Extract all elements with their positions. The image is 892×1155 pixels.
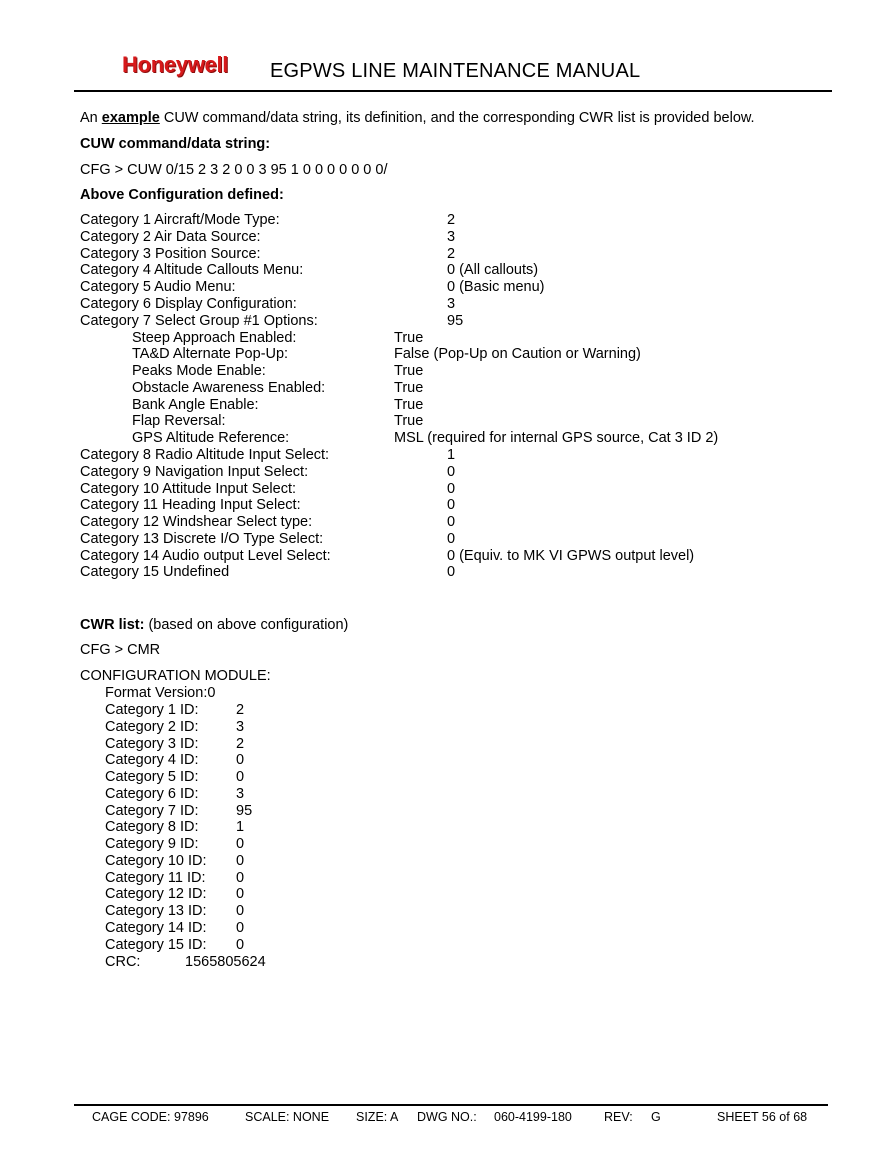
id-row xyxy=(105,702,860,719)
option-row-label: Bank Angle Enable: xyxy=(132,396,259,413)
id-row xyxy=(105,920,860,937)
option-row-label: Peaks Mode Enable: xyxy=(132,363,266,379)
category-row xyxy=(80,212,860,229)
id-row-value: 0 xyxy=(236,903,245,919)
cage-code: CAGE CODE: 97896 xyxy=(92,1110,209,1124)
category-row-value: 0 (Equiv. to MK VI GPWS output level) xyxy=(447,547,695,564)
id-row xyxy=(105,886,860,903)
category-row-label: Category 14 Audio output Level Select: xyxy=(80,547,331,564)
id-row-value: 3 xyxy=(236,718,245,735)
category-row-value: 0 (Basic menu) xyxy=(447,279,545,295)
format-version: Format Version:0 xyxy=(105,685,216,701)
category-row-value: 2 xyxy=(447,245,456,262)
id-row xyxy=(105,719,860,736)
category-row-value: 0 xyxy=(447,564,456,581)
id-row-label: Category 3 ID: xyxy=(105,735,199,752)
option-row-value: True xyxy=(394,379,424,396)
id-row-value: 0 xyxy=(236,936,245,953)
category-row-label: Category 15 Undefined xyxy=(80,564,230,581)
id-row-value: 3 xyxy=(236,785,245,802)
id-row-value: 0 xyxy=(236,886,245,903)
category-row-value: 1 xyxy=(447,447,456,463)
scale: SCALE: NONE xyxy=(245,1110,330,1124)
id-row-label: Category 2 ID: xyxy=(105,718,199,735)
crc-value: 1565805624 xyxy=(185,954,266,970)
category-row xyxy=(80,481,860,498)
category-row-value: 0 (All callouts) xyxy=(447,262,539,279)
category-row-label: Category 10 Attitude Input Select: xyxy=(80,480,297,497)
category-row xyxy=(80,296,860,313)
category-row xyxy=(80,531,860,548)
option-row xyxy=(132,430,860,447)
category-row-label: Category 4 Altitude Callouts Menu: xyxy=(80,262,304,279)
page-header xyxy=(74,48,832,92)
category-row-value: 95 xyxy=(447,312,464,329)
intro-paragraph xyxy=(80,110,755,126)
category-row-label: Category 9 Navigation Input Select: xyxy=(80,463,309,480)
honeywell-logo: Honeywell xyxy=(122,52,229,77)
option-row xyxy=(132,330,860,347)
id-row-label: Category 6 ID: xyxy=(105,785,199,802)
cwr-heading-label: CWR list: xyxy=(80,617,145,633)
id-row xyxy=(105,803,860,820)
option-row xyxy=(132,397,860,414)
id-row-label: Category 15 ID: xyxy=(105,936,207,953)
intro-text-end: CUW command/data string, its definition, and the corresponding CWR list is provided below. xyxy=(159,110,755,126)
id-row-value: 1 xyxy=(236,819,245,836)
id-row xyxy=(105,786,860,803)
id-row xyxy=(105,736,860,753)
id-row-label: Category 5 ID: xyxy=(105,769,199,785)
id-row-value: 2 xyxy=(236,735,245,752)
id-row-label: Category 4 ID: xyxy=(105,752,199,769)
id-row-value: 0 xyxy=(236,752,245,769)
config-heading: Above Configuration defined: xyxy=(80,187,284,203)
option-row-value: True xyxy=(394,413,424,430)
category-row-label: Category 5 Audio Menu: xyxy=(80,279,236,295)
id-row-value: 0 xyxy=(236,869,245,886)
option-row-label: Steep Approach Enabled: xyxy=(132,329,297,346)
category-row xyxy=(80,279,860,296)
category-row xyxy=(80,497,860,514)
cmr-command: CFG > CMR xyxy=(80,642,161,658)
option-row-label: GPS Altitude Reference: xyxy=(132,430,290,446)
id-row xyxy=(105,937,860,954)
cuw-command: CFG > CUW 0/15 2 3 2 0 0 3 95 1 0 0 0 0 0 0 0/ xyxy=(80,162,388,178)
id-row-label: Category 14 ID: xyxy=(105,919,207,936)
id-row-label: Category 11 ID: xyxy=(105,869,206,886)
cuw-heading: CUW command/data string: xyxy=(80,136,271,152)
category-row xyxy=(80,229,860,246)
id-row xyxy=(105,836,860,853)
size: SIZE: A xyxy=(356,1110,399,1124)
option-row-label: TA&D Alternate Pop-Up: xyxy=(132,346,289,363)
id-row-value: 0 xyxy=(236,769,245,785)
category-row xyxy=(80,548,860,565)
id-row xyxy=(105,819,860,836)
category-row-label: Category 12 Windshear Select type: xyxy=(80,514,313,530)
category-row-value: 0 xyxy=(447,463,456,480)
category-row xyxy=(80,564,860,581)
category-row-value: 0 xyxy=(447,530,456,547)
category-row-value: 3 xyxy=(447,228,456,245)
category-row-label: Category 13 Discrete I/O Type Select: xyxy=(80,530,324,547)
id-row xyxy=(105,870,860,887)
id-row xyxy=(105,769,860,786)
category-row-label: Category 7 Select Group #1 Options: xyxy=(80,312,318,329)
id-row-label: Category 7 ID: xyxy=(105,802,199,819)
intro-text-start: An xyxy=(80,110,102,126)
category-row-label: Category 3 Position Source: xyxy=(80,245,261,262)
manual-title: EGPWS LINE MAINTENANCE MANUAL xyxy=(270,60,641,82)
id-row xyxy=(105,752,860,769)
id-row-value: 2 xyxy=(236,702,245,718)
option-row xyxy=(132,363,860,380)
option-row xyxy=(132,413,860,430)
category-row xyxy=(80,313,860,330)
category-row-label: Category 2 Air Data Source: xyxy=(80,228,261,245)
rev-label: REV: xyxy=(604,1110,633,1124)
sheet-number: SHEET 56 of 68 xyxy=(717,1110,808,1124)
option-row-label: Flap Reversal: xyxy=(132,413,226,430)
id-row xyxy=(105,853,860,870)
page-footer xyxy=(74,1104,828,1130)
category-row-label: Category 8 Radio Altitude Input Select: xyxy=(80,447,330,463)
option-row-value: False (Pop-Up on Caution or Warning) xyxy=(394,346,641,363)
option-row-value: True xyxy=(394,396,424,413)
crc-label: CRC: xyxy=(105,954,141,970)
option-row-label: Obstacle Awareness Enabled: xyxy=(132,379,326,396)
dwg-label: DWG NO.: xyxy=(417,1110,477,1124)
option-row xyxy=(132,380,860,397)
category-row-value: 0 xyxy=(447,514,456,530)
id-row-label: Category 1 ID: xyxy=(105,702,199,718)
dwg-number: 060-4199-180 xyxy=(494,1110,572,1124)
id-row-label: Category 13 ID: xyxy=(105,903,207,919)
option-row-value: True xyxy=(394,329,424,346)
crc-row xyxy=(105,954,405,971)
category-row-value: 2 xyxy=(447,212,456,228)
id-row-value: 95 xyxy=(236,802,253,819)
id-row xyxy=(105,903,860,920)
category-row xyxy=(80,514,860,531)
id-row-label: Category 8 ID: xyxy=(105,819,199,836)
id-row-value: 0 xyxy=(236,852,245,869)
category-row xyxy=(80,262,860,279)
option-row xyxy=(132,346,860,363)
id-row-value: 0 xyxy=(236,836,245,852)
id-row-label: Category 12 ID: xyxy=(105,886,207,903)
category-row xyxy=(80,447,860,464)
cwr-heading-note: (based on above configuration) xyxy=(144,617,349,633)
category-row-label: Category 6 Display Configuration: xyxy=(80,295,297,312)
category-row-value: 0 xyxy=(447,497,456,514)
cwr-heading xyxy=(80,617,348,633)
rev-value: G xyxy=(651,1110,661,1124)
option-row-value: MSL (required for internal GPS source, Cat 3 ID 2) xyxy=(394,430,719,446)
id-row-label: Category 10 ID: xyxy=(105,852,207,869)
id-row-label: Category 9 ID: xyxy=(105,836,199,852)
intro-emphasis: example xyxy=(101,110,160,126)
category-row-value: 3 xyxy=(447,295,456,312)
option-row-value: True xyxy=(394,363,424,379)
id-row-value: 0 xyxy=(236,919,245,936)
category-row-value: 0 xyxy=(447,480,456,497)
category-row-label: Category 1 Aircraft/Mode Type: xyxy=(80,212,280,228)
category-row xyxy=(80,246,860,263)
category-row-label: Category 11 Heading Input Select: xyxy=(80,497,301,514)
category-row xyxy=(80,464,860,481)
configuration-module-label: CONFIGURATION MODULE: xyxy=(80,668,271,684)
